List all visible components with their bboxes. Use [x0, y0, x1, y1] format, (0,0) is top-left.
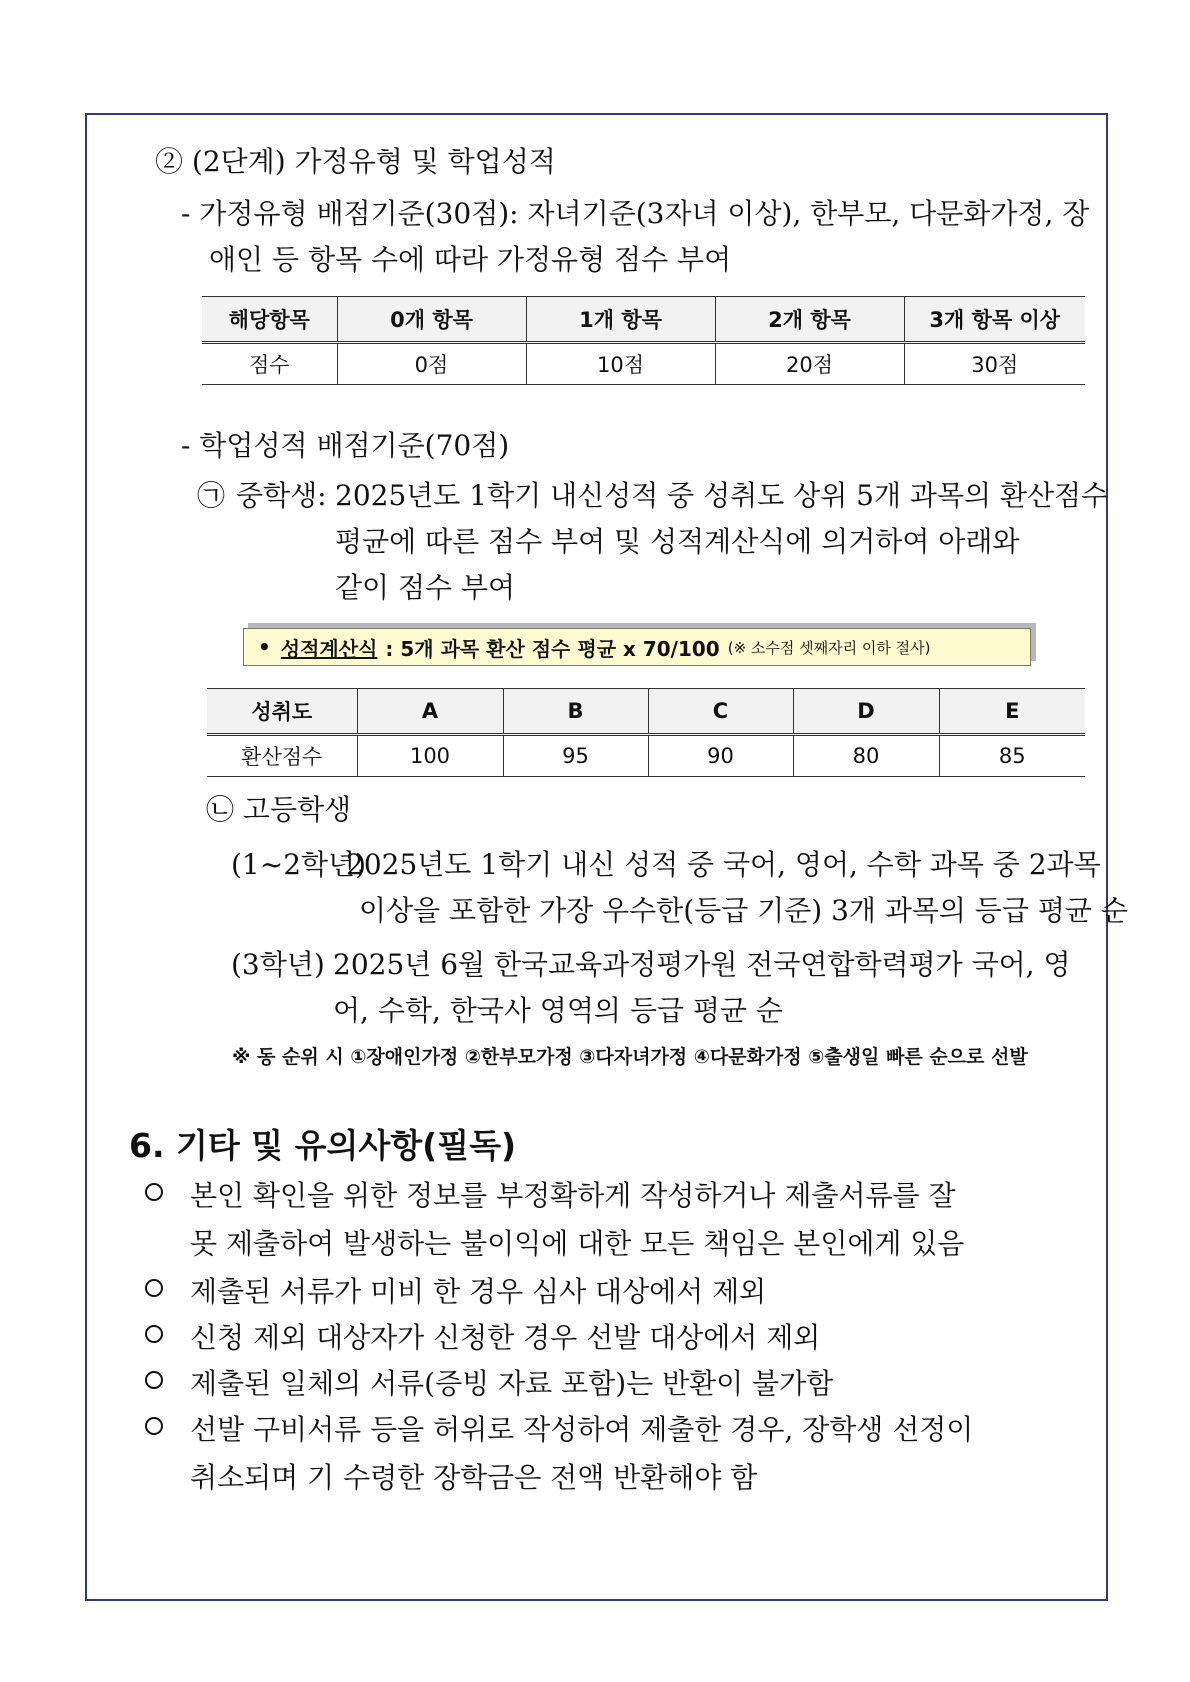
academic-criteria-line: - 학업성적 배점기준(70점) [181, 429, 510, 462]
middle-school-marker: ㉠ [197, 479, 226, 512]
high-school-grade3-line1: 2025년 6월 한국교육과정평가원 전국연합학력평가 국어, 영 [333, 948, 1071, 981]
table-cell: 0점 [337, 343, 526, 385]
bullet-circle-icon [145, 1183, 163, 1201]
bullet-circle-icon [145, 1279, 163, 1297]
family-criteria-line2: 애인 등 항목 수에 따라 가정유형 점수 부여 [209, 243, 732, 276]
table-cell: 80 [793, 735, 939, 777]
notice-item-3: 신청 제외 대상자가 신청한 경우 선발 대상에서 제외 [190, 1321, 821, 1354]
formula-label: 성적계산식 [280, 636, 378, 661]
table-cell: 10점 [526, 343, 715, 385]
high-school-grade12-label: (1~2학년) [231, 848, 367, 881]
high-school-grade12-line2: 이상을 포함한 가장 우수한(등급 기준) 3개 과목의 등급 평균 순 [359, 894, 1128, 927]
table-header-cell: 1개 항목 [526, 297, 715, 343]
notice-item-4: 제출된 일체의 서류(증빙 자료 포함)는 반환이 불가함 [190, 1367, 834, 1400]
bullet-circle-icon [145, 1417, 163, 1435]
middle-school-label: 중학생: [236, 479, 327, 512]
high-school-grade12-line1: 2025년도 1학기 내신 성적 중 국어, 영어, 수학 과목 중 2과목 [346, 848, 1101, 881]
table-cell: 100 [357, 735, 503, 777]
table-header-cell: E [939, 689, 1085, 735]
table-cell: 점수 [202, 343, 337, 385]
table-header-cell: 해당항목 [202, 297, 337, 343]
high-school-grade3-line2: 어, 수학, 한국사 영역의 등급 평균 순 [333, 994, 783, 1027]
high-school-grade3-label: (3학년) [231, 948, 325, 981]
middle-school-line3: 같이 점수 부여 [335, 571, 516, 604]
table-header-cell: 3개 항목 이상 [904, 297, 1085, 343]
high-school-heading: ㉡ 고등학생 [206, 793, 352, 826]
table-cell: 85 [939, 735, 1085, 777]
notice-item-5-line1: 선발 구비서류 등을 허위로 작성하여 제출한 경우, 장학생 선정이 [190, 1413, 974, 1446]
middle-school-line1: 2025년도 1학기 내신성적 중 성취도 상위 5개 과목의 환산점수 [335, 479, 1109, 512]
table-header-cell: A [357, 689, 503, 735]
middle-school-line2: 평균에 따른 점수 부여 및 성적계산식에 의거하여 아래와 [335, 525, 1020, 558]
family-score-table [202, 296, 1085, 385]
tie-break-note: ※ 동 순위 시 ①장애인가정 ②한부모가정 ③다자녀가정 ④다문화가정 ⑤출생일 빠른 순으로 선발 [232, 1046, 1028, 1068]
formula-bullet: • [258, 635, 271, 659]
table-header-cell: C [648, 689, 793, 735]
score-formula-box [243, 628, 1031, 666]
section6-title: 6. 기타 및 유의사항(필독) [129, 1126, 517, 1165]
formula-note: (※ 소수점 셋째자리 이하 절사) [727, 638, 931, 657]
formula-text: : 5개 과목 환산 점수 평균 x 70/100 [385, 636, 720, 661]
table-row [207, 735, 1085, 777]
table-cell: 20점 [715, 343, 904, 385]
table-cell: 30점 [904, 343, 1085, 385]
step2-heading: ② (2단계) 가정유형 및 학업성적 [155, 145, 556, 178]
notice-item-1-line2: 못 제출하여 발생하는 불이익에 대한 모든 책임은 본인에게 있음 [190, 1227, 965, 1260]
table-cell: 환산점수 [207, 735, 357, 777]
bullet-circle-icon [145, 1325, 163, 1343]
bullet-circle-icon [145, 1371, 163, 1389]
notice-item-1-line1: 본인 확인을 위한 정보를 부정확하게 작성하거나 제출서류를 잘 [190, 1179, 956, 1212]
table-header-cell: D [793, 689, 939, 735]
table-header-cell: 성취도 [207, 689, 357, 735]
grade-conversion-table [207, 688, 1085, 777]
table-row [202, 343, 1085, 385]
family-criteria-line1: - 가정유형 배점기준(30점): 자녀기준(3자녀 이상), 한부모, 다문화가정, 장 [181, 197, 1090, 230]
notice-item-2: 제출된 서류가 미비 한 경우 심사 대상에서 제외 [190, 1275, 767, 1308]
table-cell: 95 [503, 735, 648, 777]
table-header-cell: 0개 항목 [337, 297, 526, 343]
notice-item-5-line2: 취소되며 기 수령한 장학금은 전액 반환해야 함 [190, 1461, 758, 1494]
table-cell: 90 [648, 735, 793, 777]
table-header-cell: 2개 항목 [715, 297, 904, 343]
table-header-cell: B [503, 689, 648, 735]
